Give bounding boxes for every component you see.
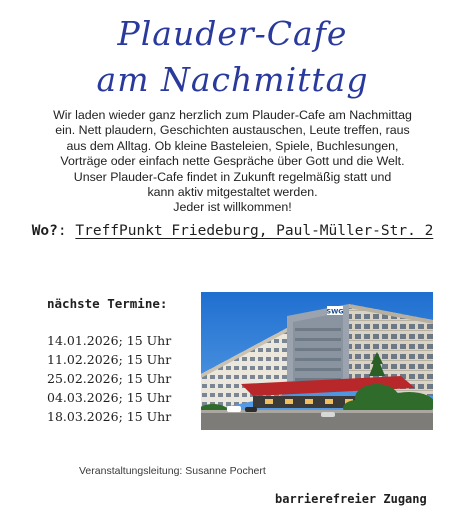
- schedule-date-item: 14.01.2026; 15 Uhr: [47, 333, 172, 348]
- schedule-dates-list: [47, 331, 171, 426]
- location-address-link[interactable]: TreffPunkt Friedeburg, Paul-Müller-Str. 2: [75, 223, 434, 239]
- intro-line: kann aktiv mitgestaltet werden.: [147, 185, 318, 200]
- intro-line: Wir laden wieder ganz herzlich zum Plauder-Cafe am Nachmittag: [53, 108, 412, 122]
- schedule-date-item: 04.03.2026; 15 Uhr: [47, 390, 172, 405]
- schedule-heading: nächste Termine:: [47, 296, 168, 311]
- location-separator: :: [57, 223, 76, 239]
- intro-line: aus dem Alltag. Ob kleine Basteleien, Spiele, Buchlesungen,: [66, 138, 399, 153]
- accessibility-note: barrierefreier Zugang: [275, 492, 427, 506]
- schedule-date-item: 25.02.2026; 15 Uhr: [47, 371, 172, 386]
- location-label: Wo?: [31, 223, 58, 239]
- intro-line: Vorträge oder einfach nette Gespräche über Gott und die Welt.: [60, 154, 405, 169]
- tower-sign-text: SWG: [326, 307, 344, 316]
- building-photo: [201, 292, 433, 430]
- intro-line: Unser Plauder-Cafe findet in Zukunft regelmäßig statt und: [73, 169, 392, 184]
- schedule-date-item: 11.02.2026; 15 Uhr: [47, 352, 172, 367]
- street: [201, 412, 433, 430]
- intro-line: Jeder ist willkommen!: [173, 200, 292, 215]
- title-line-2: am Nachmittag: [96, 60, 369, 99]
- schedule-date-item: 18.03.2026; 15 Uhr: [47, 409, 172, 424]
- title-line-1: Plauder-Cafe: [117, 14, 348, 53]
- event-lead: Veranstaltungsleitung: Susanne Pochert: [79, 465, 266, 477]
- location-line: [0, 223, 465, 239]
- intro-line: ein. Nett plaudern, Geschichten austauschen, Leute treffen, raus: [55, 123, 410, 138]
- intro-text: [8, 108, 457, 216]
